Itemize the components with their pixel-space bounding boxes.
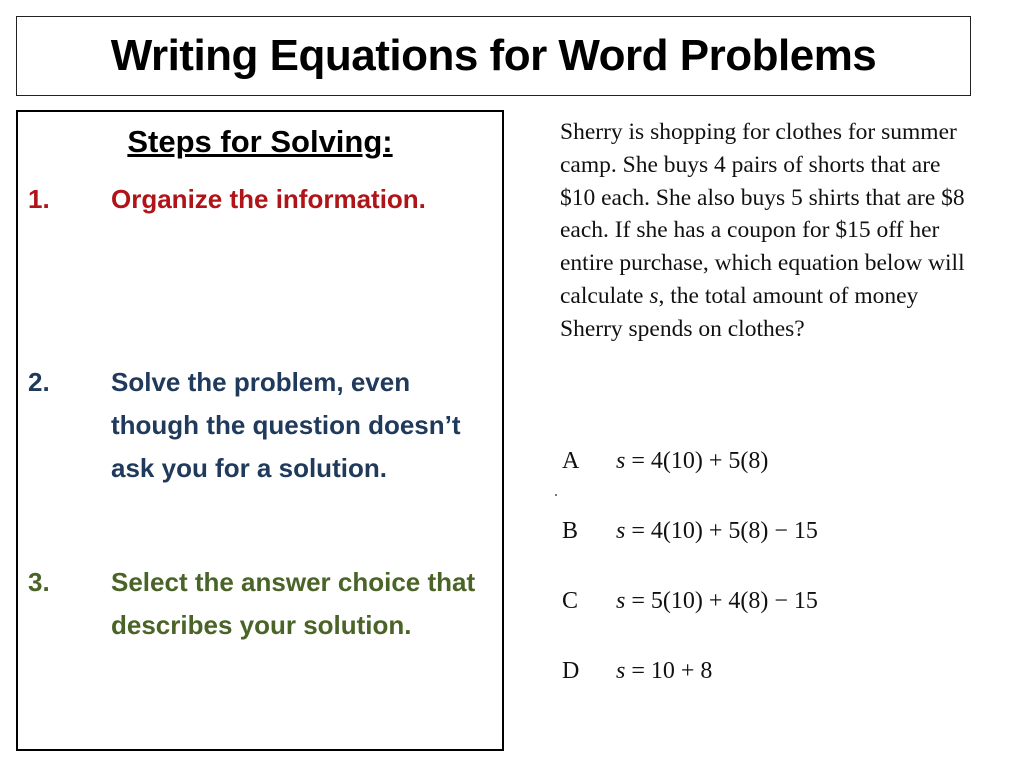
step-number: 2. [28,367,50,397]
step-number: 3. [28,567,50,597]
problem-text-end: , the total amount of money Sherry spends on clothes? [560,282,919,342]
problem-text-start: Sherry is shopping for clothes for summer camp. She buys 4 pairs of shorts that are $10 each. She also buys 5 shirts that are $8 each. If she has a coupon for $15 off her entire purchase, which equation below will calculate [560,119,965,309]
choice-equation: s = 5(10) + 4(8) − 15 [616,588,818,614]
choice-letter: C [562,588,579,614]
choice-equation: s = 4(10) + 5(8) [616,448,769,474]
title-box [16,16,971,96]
step-text: Solve the problem, even though the question doesn’t ask you for a solution. [111,367,461,483]
step-text: Select the answer choice that describes your solution. [111,567,476,640]
choice-letter: A [562,448,580,474]
choice-letter: B [562,518,579,544]
choice-letter: D [562,658,580,684]
step-2 [28,361,498,490]
word-problem [560,116,980,346]
step-3 [28,561,498,647]
stray-mark [555,494,557,496]
step-number: 1. [28,184,50,214]
choice-equation: s = 10 + 8 [616,658,713,684]
choice-equation: s = 4(10) + 5(8) − 15 [616,518,818,544]
slide-title: Writing Equations for Word Problems [110,31,877,80]
step-1 [28,178,498,221]
steps-heading: Steps for Solving: [127,124,393,159]
step-text: Organize the information. [111,184,426,214]
problem-variable: s [649,282,659,309]
steps-box [16,110,504,751]
